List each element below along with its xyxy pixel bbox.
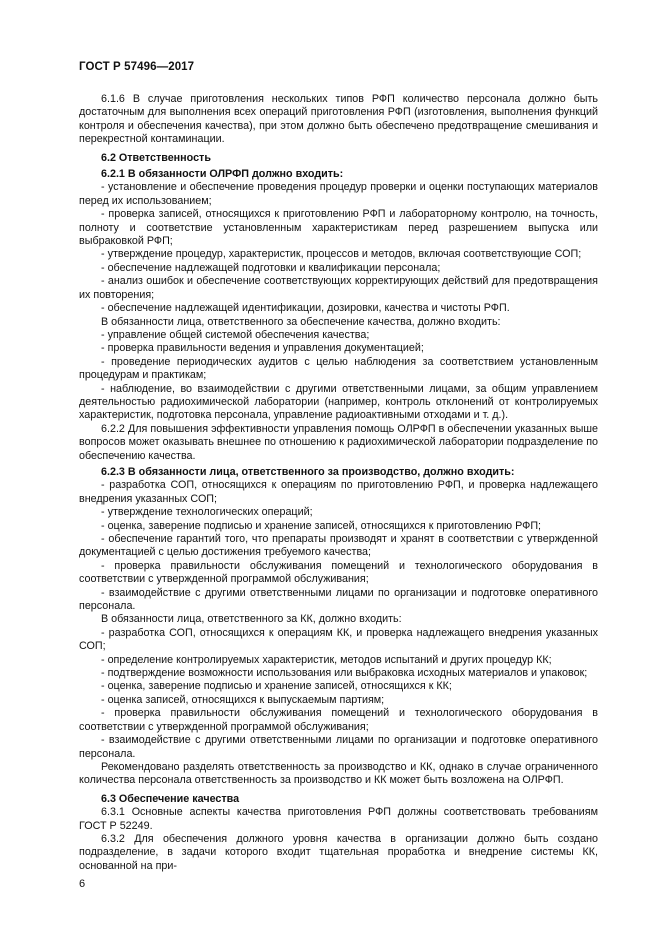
list-item: - анализ ошибок и обеспечение соответствующих корректирующих действий для предотвращения их повторения; [79,275,598,301]
list-item: - установление и обеспечение проведения процедур проверки и оценки поступающих материалов перед их использованием; [79,181,598,207]
list-item: - разработка СОП, относящихся к операциям КК, и проверка надлежащего внедрения указанных СОП; [79,626,598,653]
paragraph: Рекомендовано разделять ответственность за производство и КК, однако в случае ограниченного количества персонала ответственность за производство и КК может быть возложена на ОЛРФП. [79,760,598,787]
section-heading-6-2: 6.2 Ответственность [101,151,211,164]
paragraph: В обязанности лица, ответственного за КК, должно входить: [101,613,402,626]
page-number: 6 [79,878,86,890]
list-item: - утверждение процедур, характеристик, процессов и методов, включая соответствующие СОП; [101,248,582,261]
list-item: - оценка, заверение подписью и хранение записей, относящихся к КК; [101,680,452,693]
list-item: - взаимодействие с другими ответственными лицами по организации и подготовке оперативного персонала. [79,734,598,760]
list-item: - проверка правильности обслуживания помещений и технологического оборудования в соответствии с утвержденной программой обслуживания; [79,707,598,733]
list-item: - обеспечение гарантий того, что препараты производят и хранят в соответствии с утвержденной документацией с целью достижения требуемого качества; [79,533,598,559]
paragraph: В обязанности лица, ответственного за обеспечение качества, должно входить: [101,315,501,328]
list-item: - проверка правильности обслуживания помещений и технологического оборудования в соответствии с утвержденной программой обслуживания; [79,559,598,586]
list-item: - определение контролируемых характеристик, методов испытаний и других процедур КК; [101,653,552,666]
list-item: - взаимодействие с другими ответственными лицами по организации и подготовке оперативного персонала. [79,586,598,613]
document-body [79,93,598,873]
paragraph-6-2-2: 6.2.2 Для повышения эффективности управления помощь ОЛРФП в обеспечении указанных выше вопросов может оказывать внешнее по отношению к радиохимической лаборатории подразделение по обеспечению качества. [79,422,598,462]
document-header: ГОСТ Р 57496—2017 [79,61,195,73]
list-item: - наблюдение, во взаимодействии с другими ответственными лицами, за общим управлением деятельностью радиохимической лаборатории (например, контроль отклонений от контролируемых характеристик, подготовка персонала, управление радиоактивными отходами и т. д.). [79,382,598,422]
list-item: - управление общей системой обеспечения качества; [101,328,370,341]
paragraph-6-3-1: 6.3.1 Основные аспекты качества приготовления РФП должны соответствовать требованиям ГОСТ Р 52249. [79,806,598,832]
list-item: - разработка СОП, относящихся к операциям по приготовлению РФП, и проверка надлежащего внедрения указанных СОП; [79,479,598,505]
paragraph-6-3-2: 6.3.2 Для обеспечения должного уровня качества в организации должно быть создано подразделение, в задачи которого входит тщательная проработка и внедрение системы КК, основанной на при- [79,832,598,872]
list-item: - проведение периодических аудитов с целью наблюдения за соответствием установленным процедурам и практикам; [79,355,598,382]
list-item: - проверка правильности ведения и управления документацией; [101,342,424,355]
clause-heading-6-2-1: 6.2.1 В обязанности ОЛРФП должно входить: [101,168,344,181]
list-item: - оценка, заверение подписью и хранение записей, относящихся к приготовлению РФП; [101,519,542,532]
clause-heading-6-2-3: 6.2.3 В обязанности лица, ответственного за производство, должно входить: [101,465,515,478]
list-item: - проверка записей, относящихся к приготовлению РФП и лабораторному контролю, на точность, полноту и соответствие установленным характеристикам перед разрешением выпуска или выбраковкой РФП; [79,208,598,248]
list-item: - утверждение технологических операций; [101,506,313,519]
list-item: - обеспечение надлежащей идентификации, дозировки, качества и чистоты РФП. [101,302,510,315]
list-item: - оценка записей, относящихся к выпускаемым партиям; [101,693,385,706]
list-item: - обеспечение надлежащей подготовки и квалификации персонала; [101,261,441,274]
list-item: - подтверждение возможности использования или выбраковка исходных материалов и упаковок; [101,667,588,680]
paragraph-6-1-6: 6.1.6 В случае приготовления нескольких типов РФП количество персонала должно быть достаточным для выполнения всех операций приготовления РФП (изготовления, выполнения функций контроля и обеспечения качества), при этом должно быть обеспечено предотвращение смешивания и перекрестной контаминации. [79,93,598,146]
section-heading-6-3: 6.3 Обеспечение качества [101,792,240,805]
